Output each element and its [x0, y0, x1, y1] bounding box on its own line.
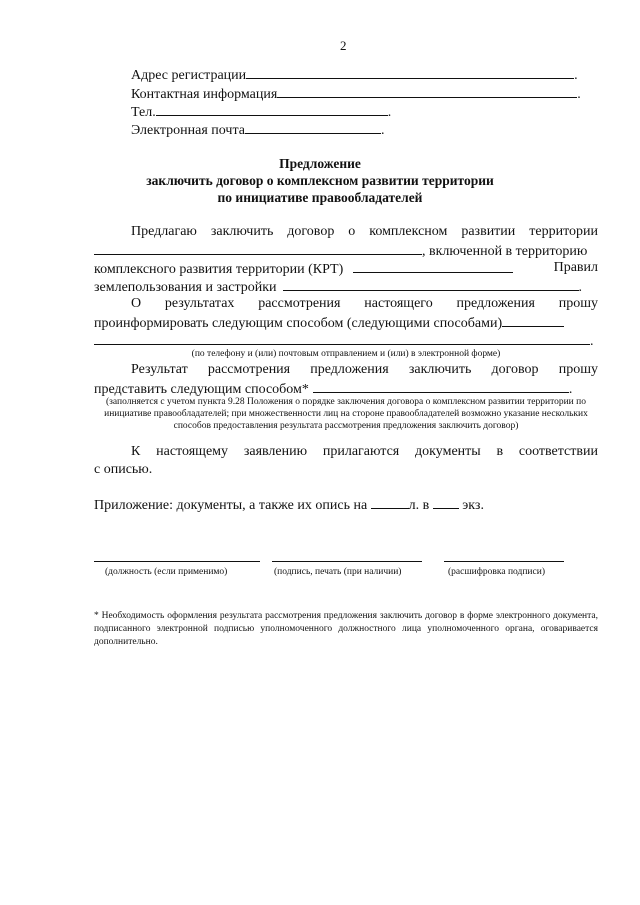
note-contact-method: (по телефону и (или) почтовым отправлением и (или) в электронной форме) — [191, 349, 501, 359]
decode-label: (расшифровка подписи) — [448, 567, 545, 577]
note-result-method: (заполняется с учетом пункта 9.28 Положения о порядке заключения договора о комплексном развитии территории по инициативе правообладателей; при множественности лиц на стороне правообладателей возможно указание нескольких способов предоставления результата рассмотрения предложения заключить договор) — [104, 397, 588, 431]
p4-line1-text: К настоящему заявлению прилагаются документы в соответствии — [131, 444, 598, 459]
input-line[interactable] — [94, 242, 422, 255]
attachment-mid-text: л. в — [408, 498, 430, 513]
field-registration-address: Адрес регистрации . — [131, 68, 578, 83]
field-label: Контактная информация — [131, 87, 278, 102]
attachment-end-text: экз. — [462, 498, 484, 513]
attachment-line — [94, 496, 598, 514]
field-contact-info: Контактная информация . — [131, 87, 581, 102]
field-label: Электронная почта — [131, 123, 245, 138]
page-number: 2 — [340, 38, 347, 53]
p1-line3-text: комплексного развития территории (КРТ) — [94, 262, 344, 277]
p1-line4-text: землепользования и застройки — [94, 280, 277, 295]
p2-line1-text: О результатах рассмотрения настоящего предложения прошу — [131, 296, 598, 311]
p1-line1-text: Предлагаю заключить договор о комплексном развитии территории — [131, 224, 598, 239]
footnote: * Необходимость оформления результата рассмотрения предложения заключить договор в форме электронного документа, подписанного электронной подписью уполномоченного должностного лица уполномоченного органа, оговаривается дополнительно. — [94, 611, 598, 647]
input-line[interactable] — [94, 332, 590, 345]
p2-line2-text: проинформировать следующим способом (следующими способами) — [94, 316, 503, 331]
p4-line2: с описью. — [94, 462, 153, 477]
p1-line2-text: , включенной в территорию — [422, 244, 588, 259]
field-email: Электронная почта . — [131, 123, 385, 138]
pages-input-line[interactable] — [371, 496, 409, 509]
p3-line1 — [131, 362, 598, 378]
input-line[interactable] — [277, 85, 577, 98]
input-line[interactable] — [156, 103, 388, 116]
input-line[interactable] — [313, 380, 569, 393]
p2-line3: . — [94, 332, 598, 350]
doc-title-line2: заключить договор о комплексном развитии территории — [146, 173, 494, 188]
field-phone: Тел. . — [131, 105, 392, 120]
field-label: Тел. — [131, 105, 156, 120]
p2-line2 — [94, 314, 598, 332]
p1-line4: землепользования и застройки . — [94, 280, 583, 295]
p4-line1 — [131, 444, 598, 460]
input-line[interactable] — [353, 260, 513, 273]
input-line[interactable] — [283, 278, 579, 291]
position-label: (должность (если применимо) — [105, 567, 228, 577]
input-line[interactable] — [502, 314, 564, 327]
sign-signature-line[interactable] — [272, 561, 422, 562]
p2-line1 — [131, 296, 598, 312]
p1-line1 — [131, 224, 598, 240]
input-line[interactable] — [246, 66, 574, 79]
sign-label: (подпись, печать (при наличии) — [274, 567, 402, 577]
p1-line3-end: Правил — [553, 260, 598, 275]
p3-line2: представить следующим способом* . — [94, 382, 573, 397]
doc-title-line3: по инициативе правообладателей — [217, 190, 423, 205]
p3-line1-text: Результат рассмотрения предложения заключить договор прошу — [131, 362, 598, 377]
p1-line3 — [94, 260, 598, 278]
doc-title-line1: Предложение — [279, 156, 361, 171]
input-line[interactable] — [245, 121, 381, 134]
p1-line2 — [94, 242, 598, 260]
attachment-text: Приложение: документы, а также их опись на — [94, 498, 368, 513]
p3-line2-text: представить следующим способом* — [94, 382, 309, 397]
field-label: Адрес регистрации — [131, 68, 247, 83]
position-signature-line[interactable] — [94, 561, 260, 562]
decode-signature-line[interactable] — [444, 561, 564, 562]
copies-input-line[interactable] — [433, 496, 459, 509]
